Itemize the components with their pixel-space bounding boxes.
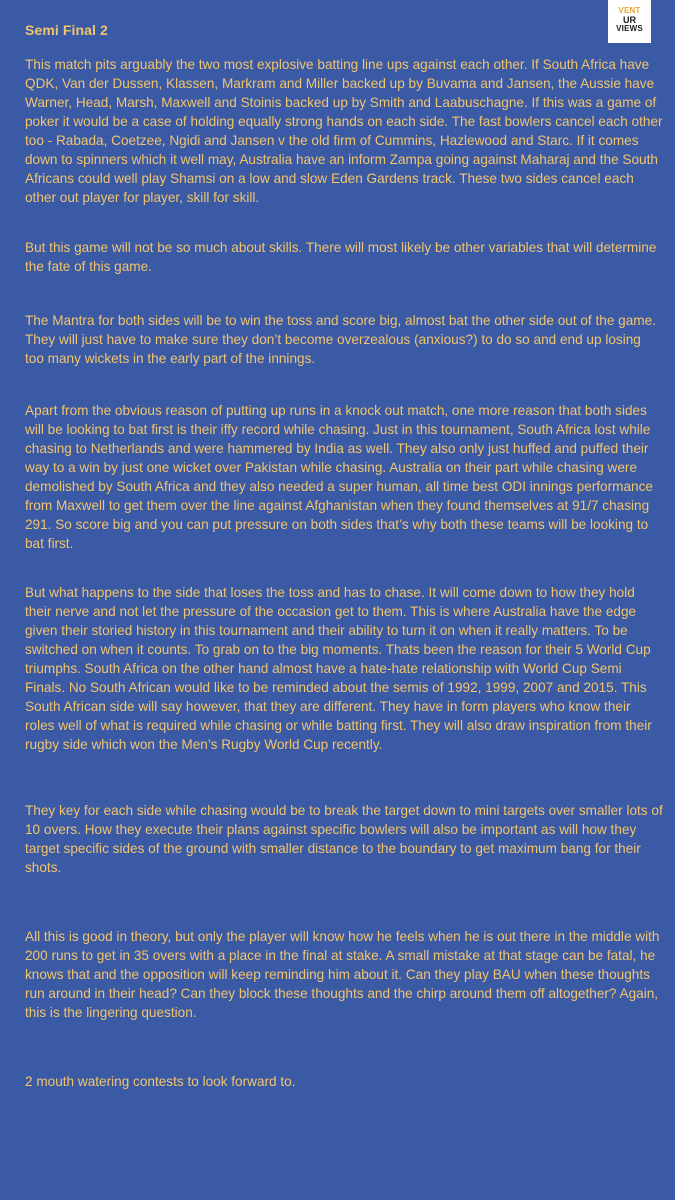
- paragraph-losing-toss: But what happens to the side that loses the toss and has to chase. It will come down to how they hold their nerve and not let the pressure of the occasion get to them. This is where Australia have the edge given their storied history in this tournament and their ability to turn it on when it really matters. To be switched on when it counts. To grab on to the big moments. Thats been the reason for their 5 World Cup triumphs. South Africa on the other hand almost have a hate-hate relationship with World Cup Semi Finals. No South African would like to be reminded about the semis of 1992, 1999, 2007 and 2015. This South African side will say however, that they are different. They have in form players who know their roles well of what is required while chasing or while batting first. They will also draw inspiration from their rugby side which won the Men’s Rugby World Cup recently.: [25, 585, 652, 752]
- paragraph-variables: But this game will not be so much about skills. There will most likely be other variables that will determine the fate of this game.: [25, 240, 657, 274]
- paragraph-key-chasing: They key for each side while chasing would be to break the target down to mini targets over smaller lots of 10 overs. How they execute their plans against specific bowlers will also be important as will how they target specific sides of the ground with smaller distance to the boundary to get maximum bang for their shots.: [25, 803, 663, 875]
- logo-line-3: VIEWS: [616, 24, 643, 33]
- page-title: Semi Final 2: [25, 22, 108, 38]
- vent-ur-views-logo: [608, 0, 651, 43]
- paragraph-chasing-record: Apart from the obvious reason of putting up runs in a knock out match, one more reason that both sides will be looking to bat first is their iffy record while chasing. Just in this tournament, South Africa lost while chasing to Netherlands and were hammered by India as well. They also only just huffed and puffed their way to a win by just one wicket over Pakistan while chasing. Australia on their part while chasing were demolished by South Africa and they also needed a super human, all time best ODI innings performance from Maxwell to get them over the line against Afghanistan when they found themselves at 91/7 chasing 291. So score big and you can put pressure on both sides that’s why both these teams will be looking to bat first.: [25, 403, 653, 551]
- paragraph-matchup: This match pits arguably the two most explosive batting line ups against each other. If South Africa have QDK, Van der Dussen, Klassen, Markram and Miller backed up by Buvama and Jansen, the Aussie have Warner, Head, Marsh, Maxwell and Stoinis backed up by Smith and Laabuschagne. If this was a game of poker it would be a case of holding equally strong hands on each side. The fast bowlers cancel each other too - Rabada, Coetzee, Ngidi and Jansen v the old firm of Cummins, Hazlewood and Starc. If it comes down to spinners which it well may, Australia have an inform Zampa going against Maharaj and the South Africans could well play Shamsi on a low and slow Eden Gardens track. These two sides cancel each other out player for player, skill for skill.: [25, 57, 663, 205]
- logo-line-1: VENT: [618, 6, 641, 15]
- paragraph-theory: All this is good in theory, but only the player will know how he feels when he is out there in the middle with 200 runs to get in 35 overs with a place in the final at stake. A small mistake at that stage can be fatal, he knows that and the opposition will keep reminding him about it. Can they play BAU when these thoughts run around in their head? Can they block these thoughts and the chirp around them off altogether? Again, this is the lingering question.: [25, 929, 660, 1020]
- paragraph-closing: 2 mouth watering contests to look forward to.: [25, 1074, 296, 1089]
- paragraph-mantra: The Mantra for both sides will be to win the toss and score big, almost bat the other side out of the game. They will just have to make sure they don’t become overzealous (anxious?) to do so and end up losing too many wickets in the early part of the innings.: [25, 313, 656, 366]
- logo-line-2: UR: [623, 15, 636, 25]
